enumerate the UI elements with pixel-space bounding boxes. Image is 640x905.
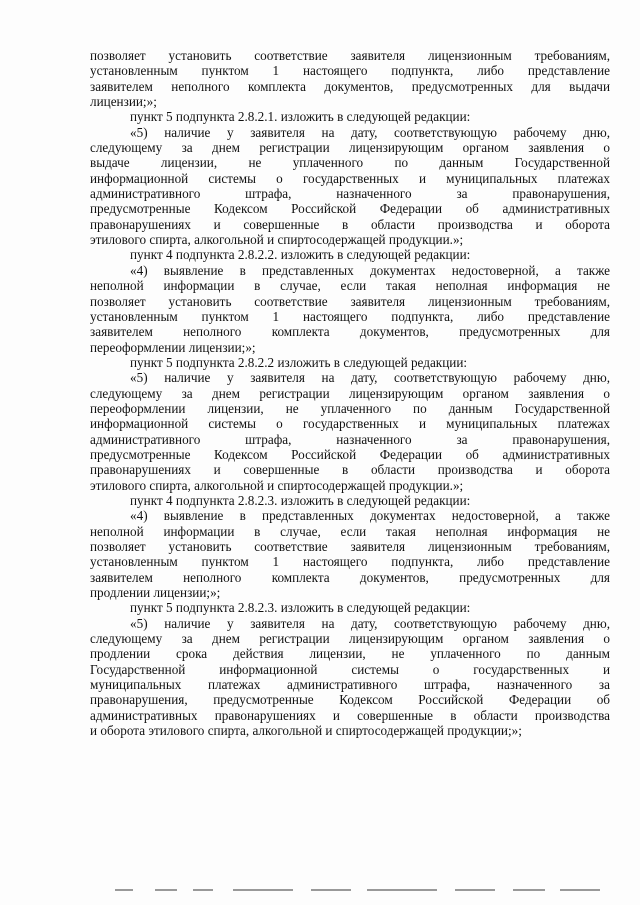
text-line: установленным пунктом 1 настоящего подпункта, либо представление bbox=[90, 308, 610, 324]
text-line: муниципальных платежах административного штрафа, назначенного за bbox=[90, 677, 610, 693]
text-line: позволяет установить соответствие заявителя лицензионным требованиям, bbox=[90, 293, 610, 309]
text-line: правонарушения, предусмотренные Кодексом Российской Федерации об bbox=[90, 692, 610, 708]
text-line: этилового спирта, алкогольной и спиртосодержащей продукции.»; bbox=[90, 477, 464, 493]
text-line: переоформлении лицензии, не уплаченного по данным Государственной bbox=[90, 400, 610, 416]
text-line: позволяет установить соответствие заявителя лицензионным требованиям, bbox=[90, 48, 610, 63]
text-line: установленным пунктом 1 настоящего подпункта, либо представление bbox=[90, 63, 610, 79]
text-line: и оборота этилового спирта, алкогольной и спиртосодержащей продукции;»; bbox=[90, 723, 522, 739]
text-line: выдаче лицензии, не уплаченного по данным Государственной bbox=[90, 155, 610, 171]
text-line: переоформлении лицензии;»; bbox=[90, 339, 256, 355]
paragraph-heading: пункт 4 подпункта 2.8.2.2. изложить в следующей редакции: bbox=[130, 247, 471, 263]
paragraph-heading: пункт 5 подпункта 2.8.2.1. изложить в следующей редакции: bbox=[130, 109, 471, 125]
text-line: административного штрафа, назначенного за правонарушения, bbox=[90, 186, 610, 202]
text-line: административного штрафа, назначенного за правонарушения, bbox=[90, 431, 610, 447]
text-line: неполной информации в случае, если такая неполная информация не bbox=[90, 523, 610, 539]
text-line: «4) выявление в представленных документах недостоверной, а также bbox=[130, 508, 610, 524]
text-line: продлении лицензии;»; bbox=[90, 585, 221, 601]
text-line: лицензии;»; bbox=[90, 94, 157, 110]
text-line: заявителем неполного комплекта документов, предусмотренных для bbox=[90, 569, 610, 585]
text-line: «5) наличие у заявителя на дату, соответствующую рабочему дню, bbox=[130, 615, 610, 631]
text-line: следующему за днем регистрации лицензирующим органом заявления о bbox=[90, 140, 610, 156]
text-line: установленным пунктом 1 настоящего подпункта, либо представление bbox=[90, 554, 610, 570]
paragraph-heading: пункт 4 подпункта 2.8.2.3. изложить в следующей редакции: bbox=[130, 492, 471, 508]
text-line: неполной информации в случае, если такая неполная информация не bbox=[90, 278, 610, 294]
text-line: этилового спирта, алкогольной и спиртосодержащей продукции.»; bbox=[90, 232, 464, 248]
text-line: заявителем неполного комплекта документов, предусмотренных для выдачи bbox=[90, 78, 610, 94]
text-line: «4) выявление в представленных документах недостоверной, а также bbox=[130, 262, 610, 278]
document-body bbox=[90, 48, 610, 738]
text-line: правонарушениях и совершенные в области производства и оборота bbox=[90, 216, 610, 232]
text-line: правонарушениях и совершенные в области производства и оборота bbox=[90, 462, 610, 478]
text-line: административных правонарушениях и совершенные в области производства bbox=[90, 707, 610, 723]
text-line: позволяет установить соответствие заявителя лицензионным требованиям, bbox=[90, 539, 610, 554]
text-line: заявителем неполного комплекта документов, предусмотренных для bbox=[90, 324, 610, 340]
text-line: «5) наличие у заявителя на дату, соответствующую рабочему дню, bbox=[130, 370, 610, 386]
paragraph-heading: пункт 5 подпункта 2.8.2.2 изложить в следующей редакции: bbox=[130, 354, 468, 370]
paragraph-heading: пункт 5 подпункта 2.8.2.3. изложить в следующей редакции: bbox=[130, 600, 471, 616]
footer-scan-artifacts bbox=[115, 888, 600, 892]
text-line: информационной системы о государственных и муниципальных платежах bbox=[90, 416, 610, 432]
text-line: следующему за днем регистрации лицензирующим органом заявления о bbox=[90, 385, 610, 401]
text-line: Государственной информационной системы о государственных и bbox=[90, 661, 610, 677]
text-line: информационной системы о государственных и муниципальных платежах bbox=[90, 170, 610, 186]
text-line: предусмотренные Кодексом Российской Федерации об административных bbox=[90, 201, 610, 217]
text-line: продлении срока действия лицензии, не уплаченного по данным bbox=[90, 646, 610, 662]
text-line: следующему за днем регистрации лицензирующим органом заявления о bbox=[90, 631, 610, 647]
text-line: «5) наличие у заявителя на дату, соответствующую рабочему дню, bbox=[130, 124, 610, 140]
text-line: предусмотренные Кодексом Российской Федерации об административных bbox=[90, 446, 610, 462]
